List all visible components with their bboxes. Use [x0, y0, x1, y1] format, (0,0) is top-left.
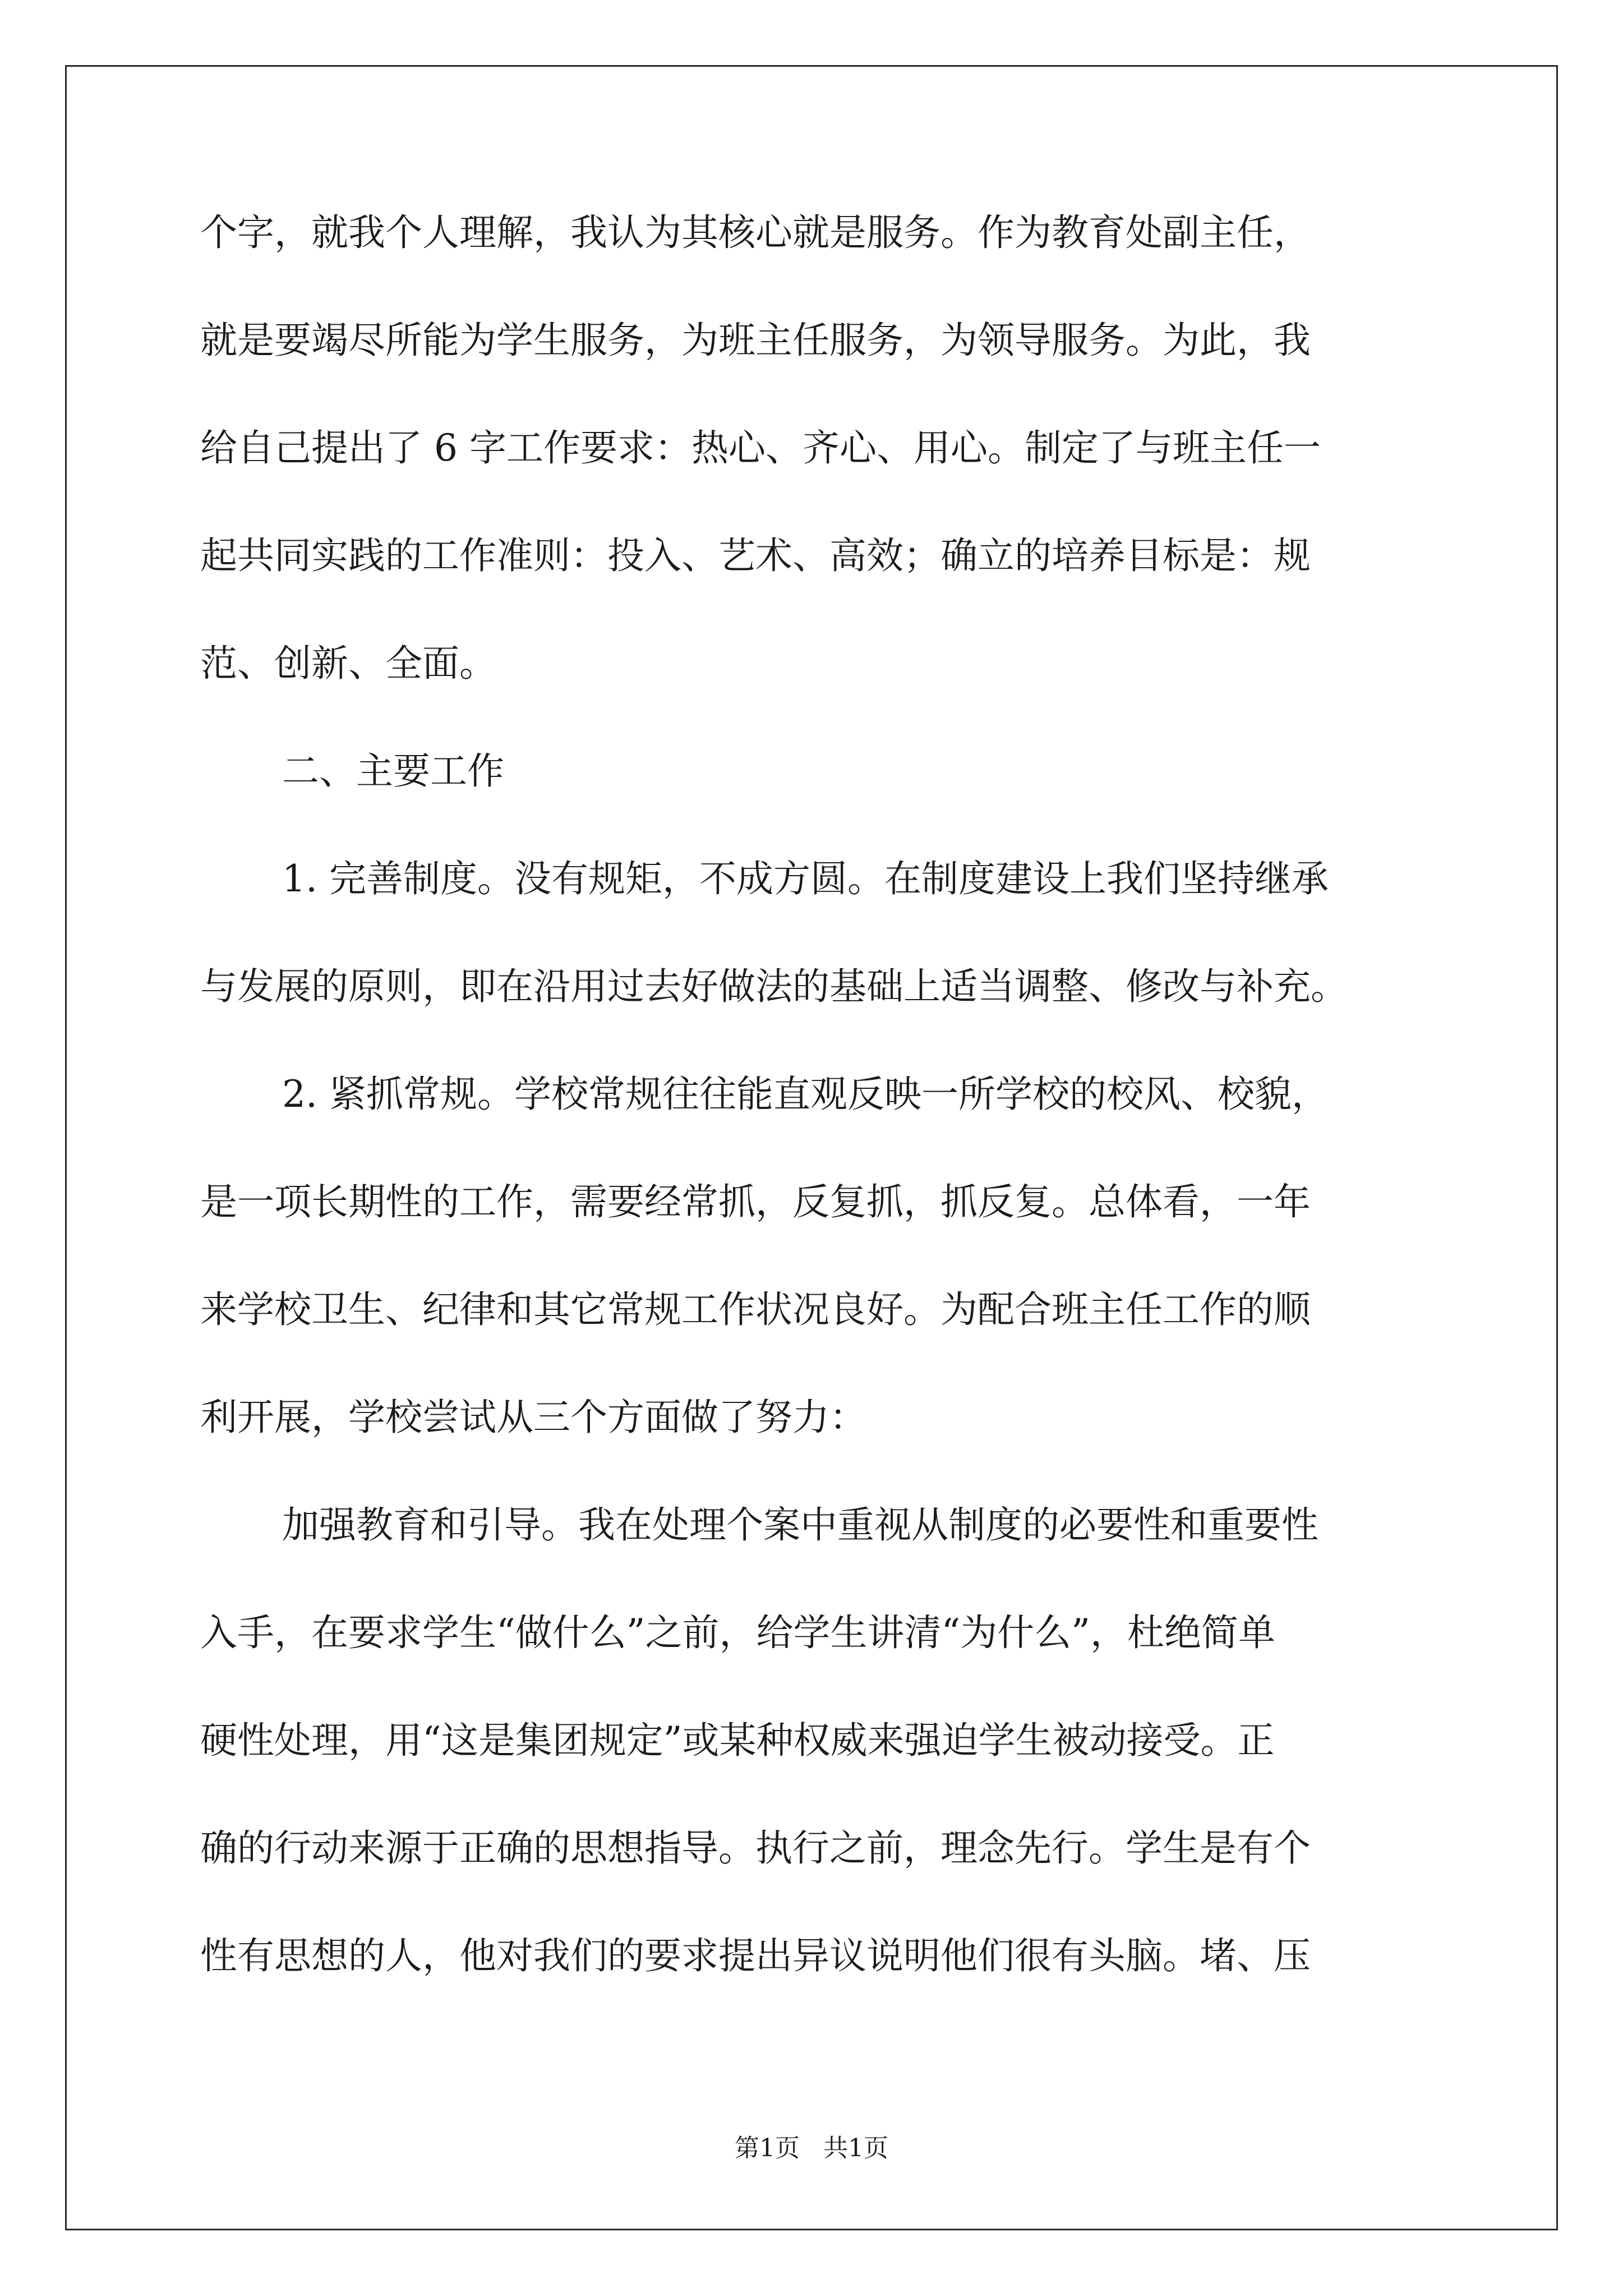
text-line: 硬性处理，用“这是集团规定”或某种权威来强迫学生被动接受。正 — [200, 1719, 1275, 1762]
text-line: 个字，就我个人理解，我认为其核心就是服务。作为教育处副主任， — [200, 211, 1311, 254]
text-line: 1. 完善制度。没有规矩，不成方圆。在制度建设上我们坚持继承 — [282, 857, 1329, 900]
text-line: 就是要竭尽所能为学生服务，为班主任服务，为领导服务。为此，我 — [200, 319, 1311, 362]
text-line: 来学校卫生、纪律和其它常规工作状况良好。为配合班主任工作的顺 — [200, 1288, 1311, 1331]
text-line: 利开展，学校尝试从三个方面做了努力： — [200, 1396, 866, 1439]
text-line: 2. 紧抓常规。学校常规往往能直观反映一所学校的校风、校貌， — [282, 1073, 1329, 1116]
text-line: 给自己提出了 6 字工作要求：热心、齐心、用心。制定了与班主任一 — [200, 426, 1321, 470]
text-line: 加强教育和引导。我在处理个案中重视从制度的必要性和重要性 — [282, 1503, 1318, 1547]
page-footer: 第1页 共1页 — [735, 2134, 888, 2162]
page-border — [65, 65, 1558, 2230]
text-line: 起共同实践的工作准则：投入、艺术、高效；确立的培养目标是：规 — [200, 534, 1311, 577]
text-line: 确的行动来源于正确的思想指导。执行之前，理念先行。学生是有个 — [200, 1826, 1311, 1870]
text-line: 入手，在要求学生“做什么”之前，给学生讲清“为什么”，杜绝简单 — [200, 1611, 1275, 1654]
text-line: 与发展的原则，即在沿用过去好做法的基础上适当调整、修改与补充。 — [200, 965, 1348, 1008]
text-line: 性有思想的人，他对我们的要求提出异议说明他们很有头脑。堵、压 — [200, 1934, 1311, 1977]
section-heading: 二、主要工作 — [282, 749, 504, 793]
text-line: 是一项长期性的工作，需要经常抓，反复抓，抓反复。总体看，一年 — [200, 1180, 1311, 1223]
text-line: 范、创新、全面。 — [200, 642, 496, 685]
